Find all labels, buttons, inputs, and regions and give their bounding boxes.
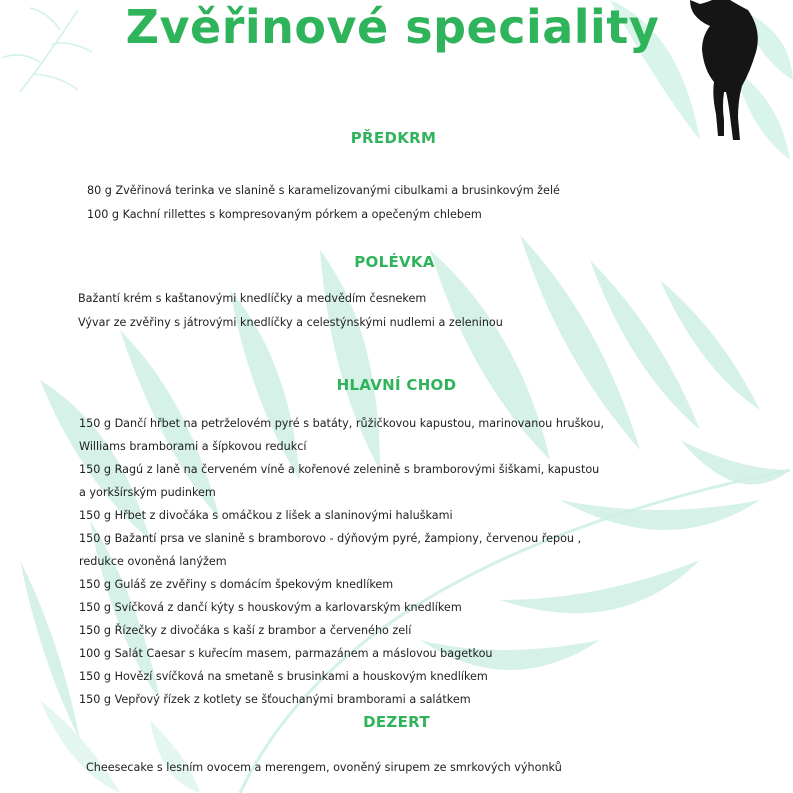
menu-item: Cheesecake s lesním ovocem a merengem, ovoněný sirupem ze smrkových výhonků bbox=[86, 761, 562, 774]
menu-item: a yorkšírským pudinkem bbox=[79, 486, 216, 499]
section-heading-hlavni-chod: HLAVNÍ CHOD bbox=[336, 376, 457, 394]
menu-item: 150 g Řízečky z divočáka s kaší z brambor a červeného zelí bbox=[79, 624, 412, 637]
page-title-text: Zvěřinové speciality bbox=[125, 0, 660, 54]
page-title bbox=[0, 0, 793, 66]
menu-item: 80 g Zvěřinová terinka ve slanině s karamelizovanými cibulkami a brusinkovým želé bbox=[87, 184, 560, 197]
menu-item: 150 g Vepřový řízek z kotlety se šťouchanými bramborami a salátkem bbox=[79, 693, 471, 706]
menu-item: Vývar ze zvěřiny s játrovými knedlíčky a celestýnskými nudlemi a zeleninou bbox=[78, 316, 503, 329]
menu-item: 150 g Bažantí prsa ve slanině s bramborovo - dýňovým pyré, žampiony, červenou řepou , bbox=[79, 532, 582, 545]
menu-item: Williams bramborami a šípkovou redukcí bbox=[79, 440, 307, 453]
menu-item: 100 g Kachní rillettes s kompresovaným pórkem a opečeným chlebem bbox=[87, 208, 482, 221]
menu-item: 100 g Salát Caesar s kuřecím masem, parmazánem a máslovou bagetkou bbox=[79, 647, 493, 660]
menu-item: Bažantí krém s kaštanovými knedlíčky a medvědím česnekem bbox=[78, 292, 427, 305]
section-heading-dezert: DEZERT bbox=[363, 713, 430, 731]
menu-item: redukce ovoněná lanýžem bbox=[79, 555, 227, 568]
menu-item: 150 g Hřbet z divočáka s omáčkou z lišek a slaninovými haluškami bbox=[79, 509, 453, 522]
menu-item: 150 g Ragú z laně na červeném víně a kořenové zelenině s bramborovými šiškami, kapustou bbox=[79, 463, 600, 476]
menu-item: 150 g Guláš ze zvěřiny s domácím špekovým knedlíkem bbox=[79, 578, 394, 591]
section-heading-predkrm: PŘEDKRM bbox=[350, 129, 437, 147]
menu-item: 150 g Svíčková z dančí kýty s houskovým a karlovarským knedlíkem bbox=[79, 601, 462, 614]
menu-item: 150 g Dančí hřbet na petrželovém pyré s batáty, růžičkovou kapustou, marinovanou hruškou, bbox=[79, 417, 605, 430]
section-heading-polevka: POLÉVKA bbox=[354, 253, 435, 271]
menu-item: 150 g Hovězí svíčková na smetaně s brusinkami a houskovým knedlíkem bbox=[79, 670, 488, 683]
deer-silhouette-icon bbox=[690, 0, 760, 142]
